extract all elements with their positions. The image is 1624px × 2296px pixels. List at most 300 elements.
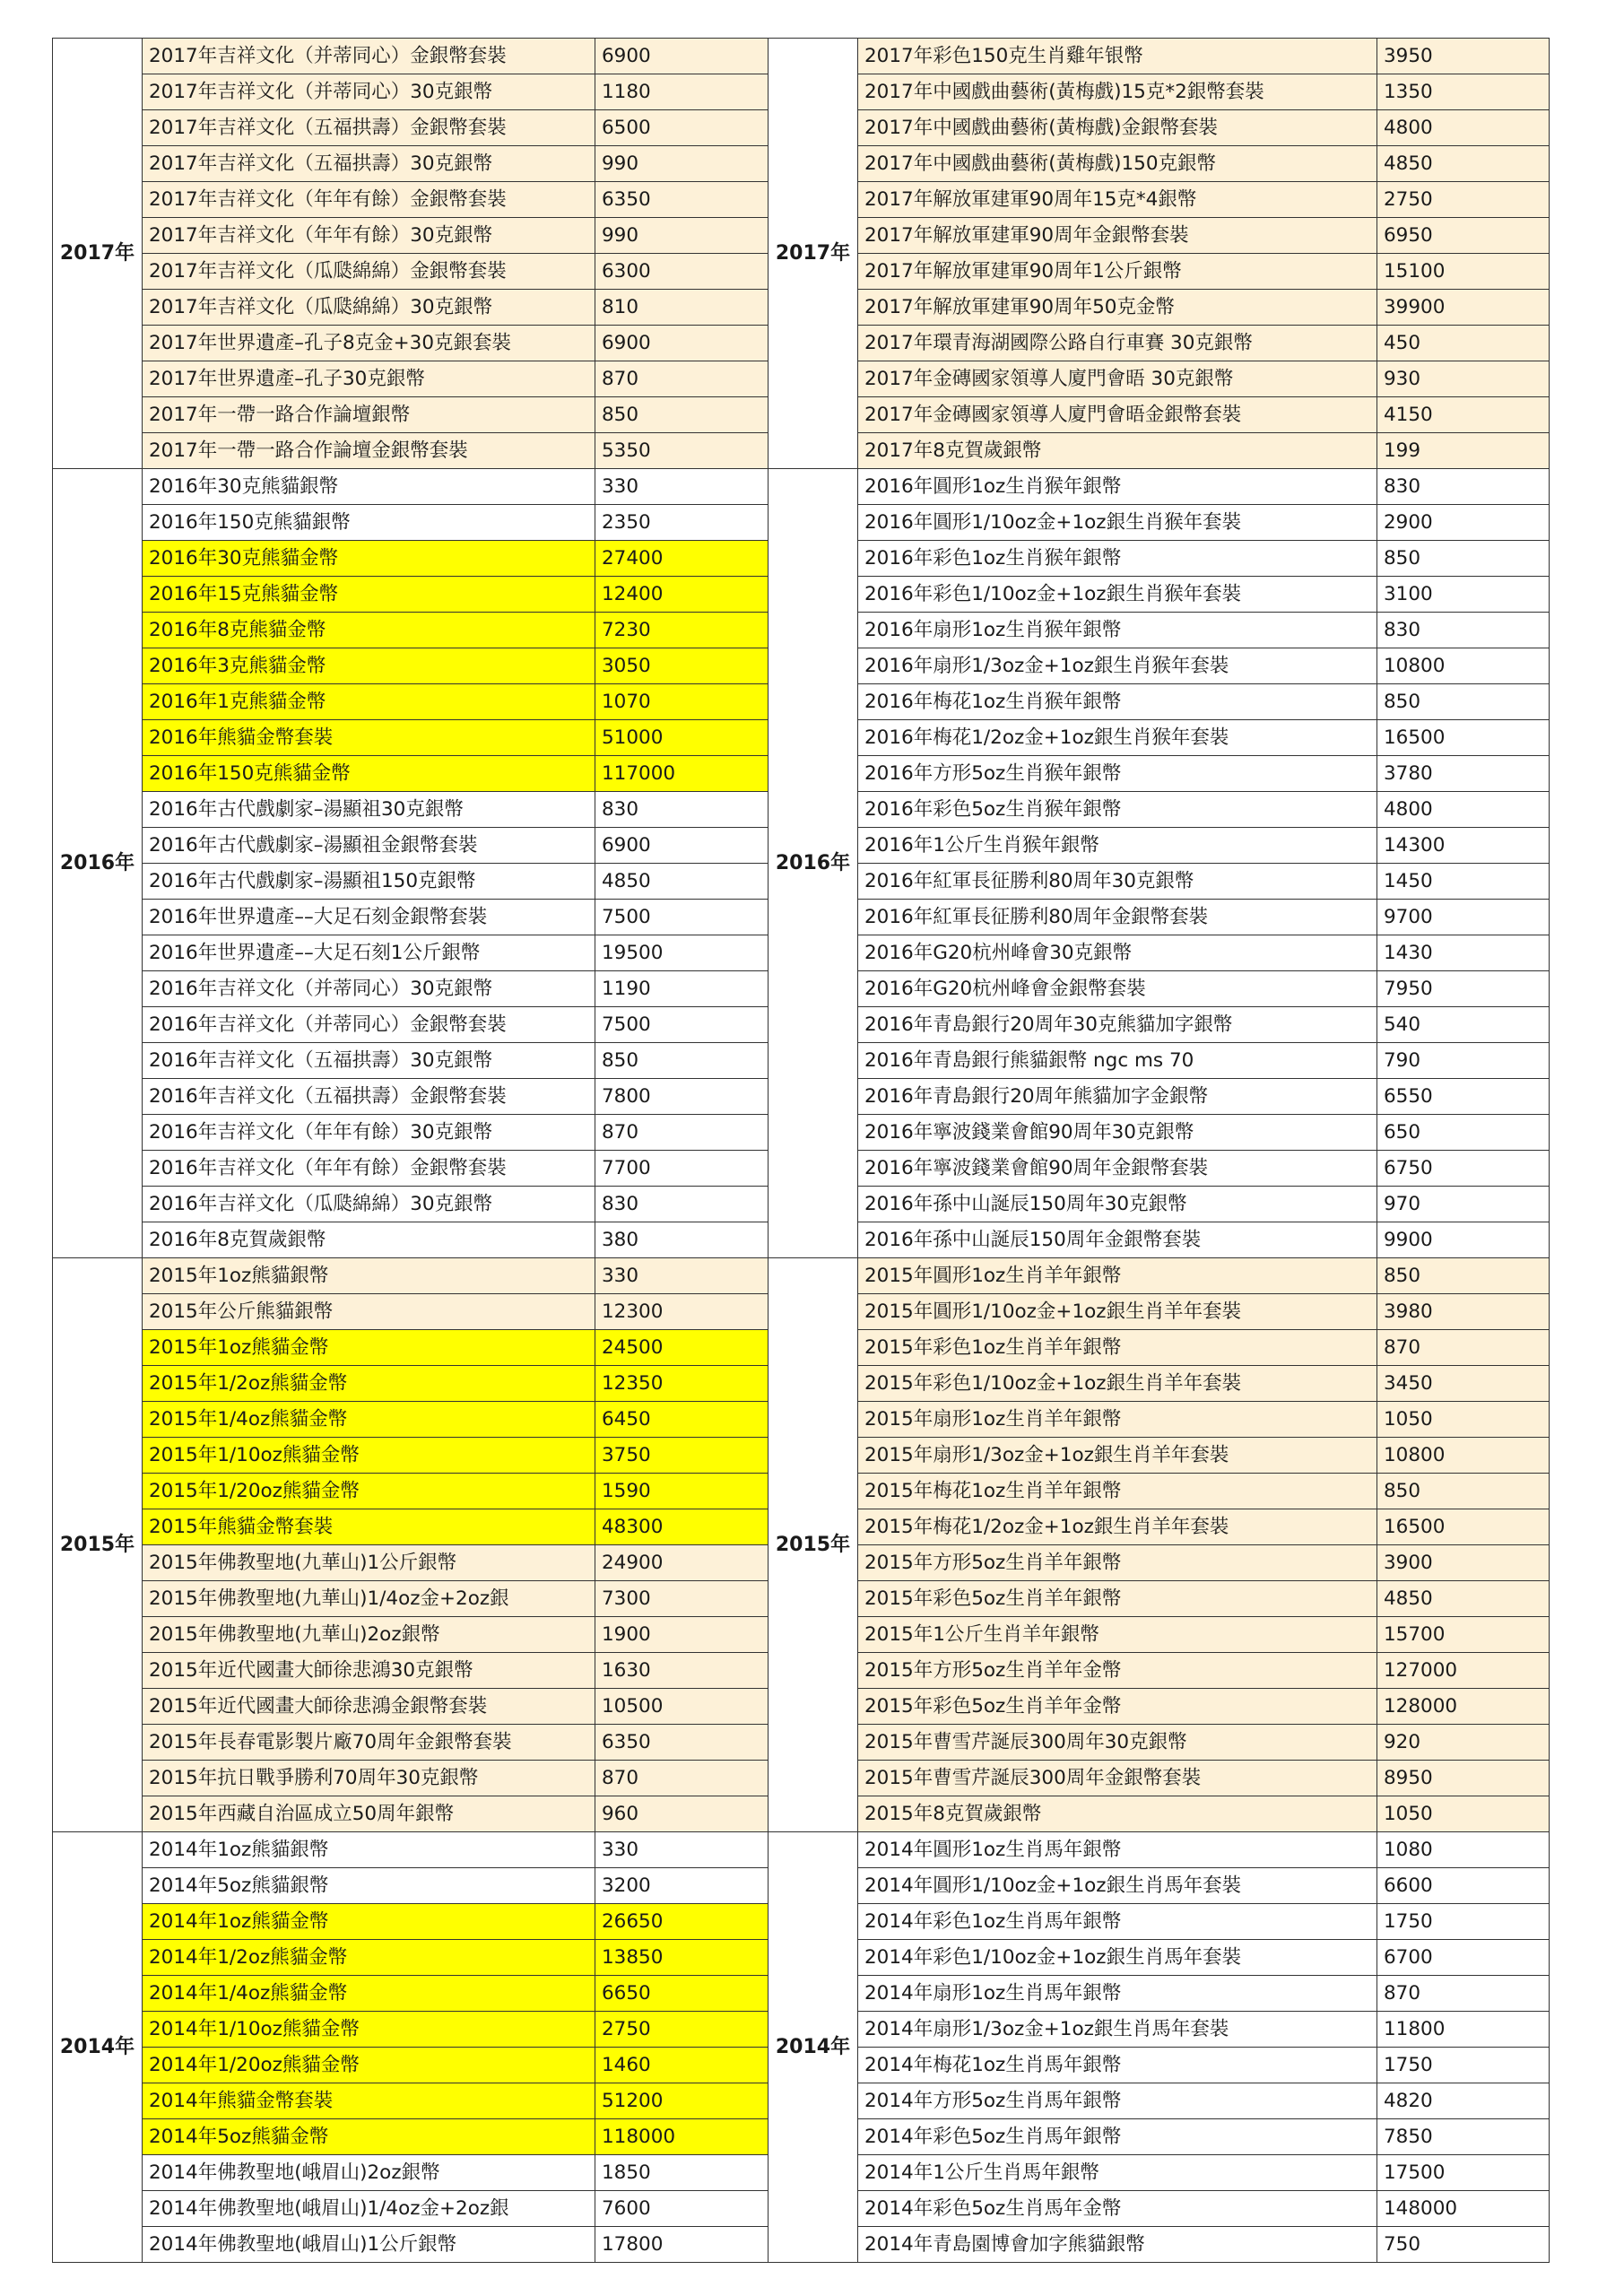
price-cell: 830 (595, 1187, 771, 1222)
table-row (769, 935, 1550, 971)
price-cell: 27400 (595, 541, 771, 577)
table-row (53, 1796, 771, 1832)
price-cell: 39900 (1377, 290, 1550, 326)
item-name-cell: 2016年古代戲劇家–湯顯祖金銀幣套裝 (143, 828, 595, 864)
price-cell: 970 (1377, 1187, 1550, 1222)
table-row (53, 39, 771, 74)
item-name-cell: 2016年1公斤生肖猴年銀幣 (858, 828, 1377, 864)
year-cell: 2015年 (53, 1258, 143, 1832)
price-cell: 8950 (1377, 1761, 1550, 1796)
item-name-cell: 2015年彩色5oz生肖羊年銀幣 (858, 1581, 1377, 1617)
table-row (53, 648, 771, 684)
price-cell: 9900 (1377, 1222, 1550, 1258)
item-name-cell: 2015年公斤熊貓銀幣 (143, 1294, 595, 1330)
price-cell: 12350 (595, 1366, 771, 1402)
price-cell: 7500 (595, 1007, 771, 1043)
table-row (769, 1796, 1550, 1832)
item-name-cell: 2016年寧波錢業會館90周年30克銀幣 (858, 1115, 1377, 1151)
item-name-cell: 2015年熊貓金幣套裝 (143, 1509, 595, 1545)
table-row (53, 1581, 771, 1617)
price-cell: 199 (1377, 433, 1550, 469)
price-cell: 128000 (1377, 1689, 1550, 1725)
table-row (769, 1653, 1550, 1689)
item-name-cell: 2016年寧波錢業會館90周年金銀幣套裝 (858, 1151, 1377, 1187)
table-row (53, 541, 771, 577)
item-name-cell: 2016年150克熊貓銀幣 (143, 505, 595, 541)
item-name-cell: 2014年圓形1/10oz金+1oz銀生肖馬年套裝 (858, 1868, 1377, 1904)
table-row (769, 1904, 1550, 1940)
item-name-cell: 2016年梅花1/2oz金+1oz銀生肖猴年套裝 (858, 720, 1377, 756)
table-row (769, 971, 1550, 1007)
item-name-cell: 2017年彩色150克生肖雞年银幣 (858, 39, 1377, 74)
price-cell: 3200 (595, 1868, 771, 1904)
price-cell: 7700 (595, 1151, 771, 1187)
price-cell: 870 (595, 1761, 771, 1796)
item-name-cell: 2016年彩色5oz生肖猴年銀幣 (858, 792, 1377, 828)
item-name-cell: 2015年曹雪芹誕辰300周年30克銀幣 (858, 1725, 1377, 1761)
price-cell: 6600 (1377, 1868, 1550, 1904)
table-row (769, 1222, 1550, 1258)
item-name-cell: 2014年1公斤生肖馬年銀幣 (858, 2155, 1377, 2191)
price-cell: 6900 (595, 828, 771, 864)
price-cell: 1050 (1377, 1796, 1550, 1832)
price-cell: 6900 (595, 39, 771, 74)
item-name-cell: 2015年1公斤生肖羊年銀幣 (858, 1617, 1377, 1653)
price-cell: 1850 (595, 2155, 771, 2191)
price-cell: 24900 (595, 1545, 771, 1581)
table-row (769, 900, 1550, 935)
table-row (53, 505, 771, 541)
price-cell: 148000 (1377, 2191, 1550, 2227)
price-cell: 1180 (595, 74, 771, 110)
item-name-cell: 2017年吉祥文化（年年有餘）金銀幣套裝 (143, 182, 595, 218)
table-row (769, 2155, 1550, 2191)
item-name-cell: 2015年1/10oz熊貓金幣 (143, 1438, 595, 1474)
price-cell: 10500 (595, 1689, 771, 1725)
table-row (53, 577, 771, 613)
price-cell: 540 (1377, 1007, 1550, 1043)
price-cell: 16500 (1377, 1509, 1550, 1545)
table-row (53, 1187, 771, 1222)
price-cell: 830 (1377, 469, 1550, 505)
price-cell: 7950 (1377, 971, 1550, 1007)
item-name-cell: 2015年佛教聖地(九華山)2oz銀幣 (143, 1617, 595, 1653)
price-cell: 19500 (595, 935, 771, 971)
table-row (53, 971, 771, 1007)
item-name-cell: 2016年彩色1oz生肖猴年銀幣 (858, 541, 1377, 577)
table-row (769, 1007, 1550, 1043)
table-row (53, 397, 771, 433)
item-name-cell: 2016年紅軍長征勝利80周年30克銀幣 (858, 864, 1377, 900)
item-name-cell: 2015年佛教聖地(九華山)1/4oz金+2oz銀 (143, 1581, 595, 1617)
table-row (769, 1725, 1550, 1761)
table-row (53, 1007, 771, 1043)
item-name-cell: 2017年金磚國家領導人廈門會晤 30克銀幣 (858, 361, 1377, 397)
price-cell: 10800 (1377, 1438, 1550, 1474)
item-name-cell: 2017年解放軍建軍90周年1公斤銀幣 (858, 254, 1377, 290)
item-name-cell: 2016年孫中山誕辰150周年金銀幣套裝 (858, 1222, 1377, 1258)
price-cell: 4150 (1377, 397, 1550, 433)
table-row (769, 2083, 1550, 2119)
price-cell: 6450 (595, 1402, 771, 1438)
price-cell: 12400 (595, 577, 771, 613)
item-name-cell: 2015年扇形1/3oz金+1oz銀生肖羊年套裝 (858, 1438, 1377, 1474)
item-name-cell: 2014年扇形1/3oz金+1oz銀生肖馬年套裝 (858, 2012, 1377, 2048)
year-cell: 2016年 (769, 469, 858, 1258)
price-cell: 7500 (595, 900, 771, 935)
price-cell: 3780 (1377, 756, 1550, 792)
price-cell: 850 (1377, 1258, 1550, 1294)
item-name-cell: 2016年30克熊貓金幣 (143, 541, 595, 577)
price-cell: 330 (595, 1832, 771, 1868)
item-name-cell: 2017年解放軍建軍90周年金銀幣套裝 (858, 218, 1377, 254)
item-name-cell: 2017年中國戲曲藝術(黃梅戲)15克*2銀幣套裝 (858, 74, 1377, 110)
item-name-cell: 2017年世界遺產–孔子8克金+30克銀套裝 (143, 326, 595, 361)
table-row (769, 505, 1550, 541)
table-row (769, 218, 1550, 254)
table-row (769, 792, 1550, 828)
right-price-table (768, 38, 1550, 2263)
item-name-cell: 2017年吉祥文化（并蒂同心）金銀幣套裝 (143, 39, 595, 74)
item-name-cell: 2016年彩色1/10oz金+1oz銀生肖猴年套裝 (858, 577, 1377, 613)
price-cell: 930 (1377, 361, 1550, 397)
item-name-cell: 2015年彩色1/10oz金+1oz銀生肖羊年套裝 (858, 1366, 1377, 1402)
item-name-cell: 2015年方形5oz生肖羊年金幣 (858, 1653, 1377, 1689)
price-cell: 7230 (595, 613, 771, 648)
price-cell: 990 (595, 146, 771, 182)
price-cell: 6350 (595, 1725, 771, 1761)
price-cell: 51200 (595, 2083, 771, 2119)
table-row (53, 2012, 771, 2048)
item-name-cell: 2014年5oz熊貓銀幣 (143, 1868, 595, 1904)
item-name-cell: 2016年扇形1/3oz金+1oz銀生肖猴年套裝 (858, 648, 1377, 684)
table-row (769, 2227, 1550, 2263)
table-row (769, 1366, 1550, 1402)
table-row (769, 1617, 1550, 1653)
table-row (769, 146, 1550, 182)
price-cell: 118000 (595, 2119, 771, 2155)
table-row (53, 74, 771, 110)
item-name-cell: 2016年世界遺產––大足石刻1公斤銀幣 (143, 935, 595, 971)
price-cell: 7600 (595, 2191, 771, 2227)
price-cell: 850 (1377, 1474, 1550, 1509)
price-cell: 3100 (1377, 577, 1550, 613)
item-name-cell: 2017年吉祥文化（年年有餘）30克銀幣 (143, 218, 595, 254)
table-row (53, 1258, 771, 1294)
item-name-cell: 2016年吉祥文化（年年有餘）30克銀幣 (143, 1115, 595, 1151)
item-name-cell: 2015年1/4oz熊貓金幣 (143, 1402, 595, 1438)
price-cell: 650 (1377, 1115, 1550, 1151)
table-row (769, 1581, 1550, 1617)
table-row (769, 2119, 1550, 2155)
item-name-cell: 2017年吉祥文化（五福拱壽）30克銀幣 (143, 146, 595, 182)
table-row (53, 756, 771, 792)
table-row (769, 1115, 1550, 1151)
price-cell: 810 (595, 290, 771, 326)
price-cell: 870 (1377, 1976, 1550, 2012)
table-row (53, 1474, 771, 1509)
price-cell: 6700 (1377, 1940, 1550, 1976)
table-row (53, 254, 771, 290)
item-name-cell: 2017年吉祥文化（瓜瓞綿綿）金銀幣套裝 (143, 254, 595, 290)
table-row (53, 2191, 771, 2227)
table-row (53, 1079, 771, 1115)
table-row (53, 2155, 771, 2191)
table-row (53, 218, 771, 254)
item-name-cell: 2015年圓形1/10oz金+1oz銀生肖羊年套裝 (858, 1294, 1377, 1330)
table-row (769, 684, 1550, 720)
table-row (769, 1294, 1550, 1330)
item-name-cell: 2016年圓形1oz生肖猴年銀幣 (858, 469, 1377, 505)
item-name-cell: 2015年8克賀歲銀幣 (858, 1796, 1377, 1832)
table-row (53, 1653, 771, 1689)
price-cell: 51000 (595, 720, 771, 756)
price-cell: 990 (595, 218, 771, 254)
year-cell: 2014年 (769, 1832, 858, 2263)
item-name-cell: 2016年15克熊貓金幣 (143, 577, 595, 613)
table-row (53, 828, 771, 864)
price-cell: 14300 (1377, 828, 1550, 864)
price-cell: 17500 (1377, 2155, 1550, 2191)
item-name-cell: 2016年紅軍長征勝利80周年金銀幣套裝 (858, 900, 1377, 935)
price-cell: 7300 (595, 1581, 771, 1617)
price-cell: 15700 (1377, 1617, 1550, 1653)
table-row (53, 1151, 771, 1187)
price-cell: 3900 (1377, 1545, 1550, 1581)
price-cell: 830 (1377, 613, 1550, 648)
table-row (53, 1976, 771, 2012)
table-row (769, 1761, 1550, 1796)
price-cell: 790 (1377, 1043, 1550, 1079)
table-row (769, 1545, 1550, 1581)
item-name-cell: 2015年彩色1oz生肖羊年銀幣 (858, 1330, 1377, 1366)
table-row (769, 74, 1550, 110)
item-name-cell: 2015年1/2oz熊貓金幣 (143, 1366, 595, 1402)
item-name-cell: 2014年彩色5oz生肖馬年銀幣 (858, 2119, 1377, 2155)
year-cell: 2014年 (53, 1832, 143, 2263)
price-cell: 6350 (595, 182, 771, 218)
item-name-cell: 2015年長春電影製片廠70周年金銀幣套裝 (143, 1725, 595, 1761)
price-cell: 850 (595, 1043, 771, 1079)
table-row (53, 1438, 771, 1474)
item-name-cell: 2015年1oz熊貓銀幣 (143, 1258, 595, 1294)
price-cell: 870 (1377, 1330, 1550, 1366)
table-row (53, 146, 771, 182)
price-cell: 1050 (1377, 1402, 1550, 1438)
price-cell: 6950 (1377, 218, 1550, 254)
price-cell: 450 (1377, 326, 1550, 361)
price-cell: 1080 (1377, 1832, 1550, 1868)
item-name-cell: 2014年1/20oz熊貓金幣 (143, 2048, 595, 2083)
item-name-cell: 2015年西藏自治區成立50周年銀幣 (143, 1796, 595, 1832)
table-row (769, 469, 1550, 505)
table-row (53, 326, 771, 361)
item-name-cell: 2017年環青海湖國際公路自行車賽 30克銀幣 (858, 326, 1377, 361)
table-row (769, 1187, 1550, 1222)
item-name-cell: 2016年熊貓金幣套裝 (143, 720, 595, 756)
price-cell: 960 (595, 1796, 771, 1832)
price-cell: 750 (1377, 2227, 1550, 2263)
item-name-cell: 2017年中國戲曲藝術(黃梅戲)金銀幣套裝 (858, 110, 1377, 146)
table-row (769, 1258, 1550, 1294)
item-name-cell: 2014年1oz熊貓金幣 (143, 1904, 595, 1940)
price-cell: 127000 (1377, 1653, 1550, 1689)
year-cell: 2015年 (769, 1258, 858, 1832)
table-row (769, 1689, 1550, 1725)
table-row (53, 613, 771, 648)
item-name-cell: 2017年一帶一路合作論壇金銀幣套裝 (143, 433, 595, 469)
year-cell: 2016年 (53, 469, 143, 1258)
table-row (769, 756, 1550, 792)
price-cell: 2900 (1377, 505, 1550, 541)
price-cell: 7850 (1377, 2119, 1550, 2155)
item-name-cell: 2016年吉祥文化（五福拱壽）30克銀幣 (143, 1043, 595, 1079)
item-name-cell: 2015年佛教聖地(九華山)1公斤銀幣 (143, 1545, 595, 1581)
price-cell: 10800 (1377, 648, 1550, 684)
price-cell: 850 (1377, 541, 1550, 577)
price-cell: 6500 (595, 110, 771, 146)
table-row (53, 1617, 771, 1653)
table-row (53, 2048, 771, 2083)
table-row (53, 469, 771, 505)
price-cell: 1430 (1377, 935, 1550, 971)
table-row (769, 1832, 1550, 1868)
table-row (769, 326, 1550, 361)
price-cell: 3050 (595, 648, 771, 684)
price-cell: 5350 (595, 433, 771, 469)
price-cell: 330 (595, 1258, 771, 1294)
table-row (769, 361, 1550, 397)
item-name-cell: 2014年扇形1oz生肖馬年銀幣 (858, 1976, 1377, 2012)
table-row (769, 290, 1550, 326)
item-name-cell: 2015年近代國畫大師徐悲鴻金銀幣套裝 (143, 1689, 595, 1725)
item-name-cell: 2015年抗日戰爭勝利70周年30克銀幣 (143, 1761, 595, 1796)
price-cell: 24500 (595, 1330, 771, 1366)
item-name-cell: 2016年青島銀行熊貓銀幣 ngc ms 70 (858, 1043, 1377, 1079)
table-row (769, 1151, 1550, 1187)
table-row (53, 1402, 771, 1438)
item-name-cell: 2016年吉祥文化（并蒂同心）30克銀幣 (143, 971, 595, 1007)
price-cell: 1460 (595, 2048, 771, 2083)
price-cell: 3980 (1377, 1294, 1550, 1330)
item-name-cell: 2014年方形5oz生肖馬年銀幣 (858, 2083, 1377, 2119)
price-cell: 3950 (1377, 39, 1550, 74)
price-cell: 13850 (595, 1940, 771, 1976)
table-row (769, 1402, 1550, 1438)
item-name-cell: 2016年世界遺產––大足石刻金銀幣套裝 (143, 900, 595, 935)
item-name-cell: 2017年8克賀歲銀幣 (858, 433, 1377, 469)
table-row (53, 1115, 771, 1151)
item-name-cell: 2016年8克賀歲銀幣 (143, 1222, 595, 1258)
price-cell: 3450 (1377, 1366, 1550, 1402)
price-cell: 4820 (1377, 2083, 1550, 2119)
item-name-cell: 2014年圓形1oz生肖馬年銀幣 (858, 1832, 1377, 1868)
item-name-cell: 2016年8克熊貓金幣 (143, 613, 595, 648)
price-cell: 9700 (1377, 900, 1550, 935)
table-row (769, 2048, 1550, 2083)
price-cell: 4800 (1377, 110, 1550, 146)
item-name-cell: 2016年吉祥文化（年年有餘）金銀幣套裝 (143, 1151, 595, 1187)
item-name-cell: 2017年解放軍建軍90周年50克金幣 (858, 290, 1377, 326)
left-price-table (52, 38, 771, 2263)
table-row (53, 182, 771, 218)
table-row (769, 613, 1550, 648)
price-cell: 1450 (1377, 864, 1550, 900)
price-cell: 870 (595, 1115, 771, 1151)
price-cell: 870 (595, 361, 771, 397)
price-cell: 920 (1377, 1725, 1550, 1761)
item-name-cell: 2014年1/4oz熊貓金幣 (143, 1976, 595, 2012)
table-row (769, 254, 1550, 290)
price-cell: 3750 (595, 1438, 771, 1474)
item-name-cell: 2016年扇形1oz生肖猴年銀幣 (858, 613, 1377, 648)
table-row (53, 1832, 771, 1868)
table-row (769, 110, 1550, 146)
table-row (769, 1438, 1550, 1474)
item-name-cell: 2014年1/10oz熊貓金幣 (143, 2012, 595, 2048)
table-row (53, 2227, 771, 2263)
item-name-cell: 2014年梅花1oz生肖馬年銀幣 (858, 2048, 1377, 2083)
table-row (53, 433, 771, 469)
item-name-cell: 2017年金磚國家領導人廈門會晤金銀幣套裝 (858, 397, 1377, 433)
table-row (53, 2119, 771, 2155)
table-row (53, 1366, 771, 1402)
table-row (53, 900, 771, 935)
item-name-cell: 2016年古代戲劇家–湯顯祖150克銀幣 (143, 864, 595, 900)
item-name-cell: 2016年吉祥文化（瓜瓞綿綿）30克銀幣 (143, 1187, 595, 1222)
table-row (53, 1761, 771, 1796)
item-name-cell: 2014年熊貓金幣套裝 (143, 2083, 595, 2119)
item-name-cell: 2015年梅花1/2oz金+1oz銀生肖羊年套裝 (858, 1509, 1377, 1545)
item-name-cell: 2014年彩色1oz生肖馬年銀幣 (858, 1904, 1377, 1940)
left-table-body (53, 39, 771, 2263)
item-name-cell: 2016年3克熊貓金幣 (143, 648, 595, 684)
price-cell: 2750 (595, 2012, 771, 2048)
price-cell: 4850 (1377, 1581, 1550, 1617)
table-row (53, 1868, 771, 1904)
table-row (53, 1509, 771, 1545)
price-cell: 850 (1377, 684, 1550, 720)
table-row (53, 684, 771, 720)
price-cell: 7800 (595, 1079, 771, 1115)
price-cell: 1350 (1377, 74, 1550, 110)
item-name-cell: 2017年吉祥文化（并蒂同心）30克銀幣 (143, 74, 595, 110)
table-row (53, 1904, 771, 1940)
item-name-cell: 2014年1oz熊貓銀幣 (143, 1832, 595, 1868)
item-name-cell: 2014年彩色5oz生肖馬年金幣 (858, 2191, 1377, 2227)
right-table-body (769, 39, 1550, 2263)
item-name-cell: 2016年梅花1oz生肖猴年銀幣 (858, 684, 1377, 720)
table-row (769, 39, 1550, 74)
table-row (769, 2012, 1550, 2048)
price-cell: 6750 (1377, 1151, 1550, 1187)
table-row (769, 577, 1550, 613)
item-name-cell: 2017年一帶一路合作論壇銀幣 (143, 397, 595, 433)
item-name-cell: 2016年青島銀行20周年30克熊貓加字銀幣 (858, 1007, 1377, 1043)
item-name-cell: 2016年方形5oz生肖猴年銀幣 (858, 756, 1377, 792)
price-cell: 26650 (595, 1904, 771, 1940)
price-cell: 380 (595, 1222, 771, 1258)
table-row (769, 720, 1550, 756)
item-name-cell: 2014年佛教聖地(峨眉山)1公斤銀幣 (143, 2227, 595, 2263)
price-cell: 117000 (595, 756, 771, 792)
item-name-cell: 2015年彩色5oz生肖羊年金幣 (858, 1689, 1377, 1725)
price-cell: 15100 (1377, 254, 1550, 290)
table-row (53, 1043, 771, 1079)
item-name-cell: 2016年G20杭州峰會30克銀幣 (858, 935, 1377, 971)
table-row (53, 2083, 771, 2119)
price-cell: 1630 (595, 1653, 771, 1689)
